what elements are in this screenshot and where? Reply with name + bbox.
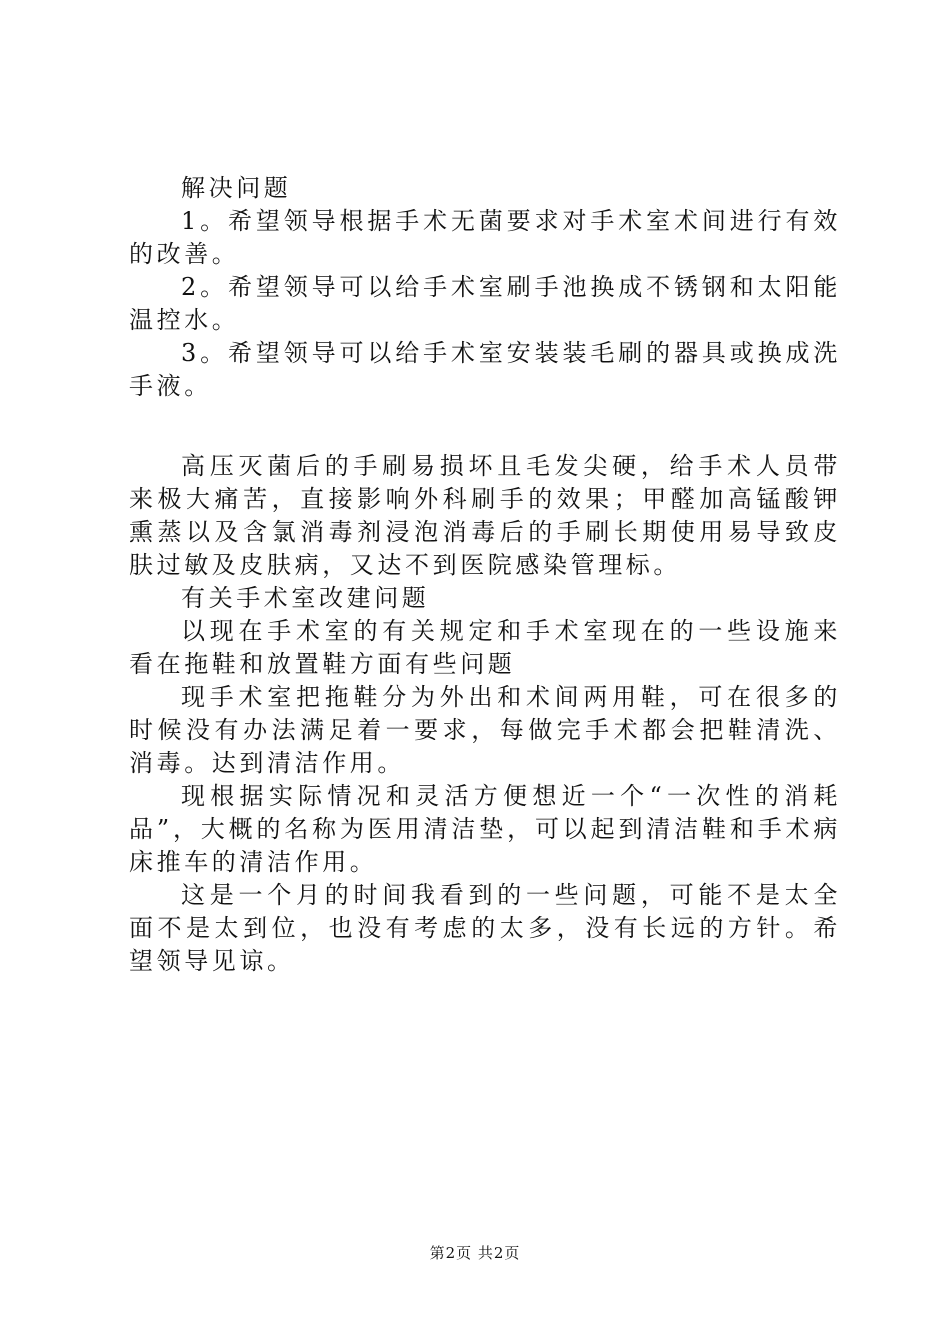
page-footer: 第2页 共2页	[429, 1244, 521, 1262]
body-paragraph-cleaning-mat: 现根据实际情况和灵活方便想近一个“一次性的消耗品”，大概的名称为医用清洁垫，可以起到清洁鞋和手术病床推车的清洁作用。	[129, 782, 841, 876]
paragraph-gap	[129, 403, 841, 450]
body-paragraph-slippers-issue: 以现在手术室的有关规定和手术室现在的一些设施来看在拖鞋和放置鞋方面有些问题	[129, 617, 841, 678]
document-body	[129, 172, 841, 978]
body-paragraph-slippers-current: 现手术室把拖鞋分为外出和术间两用鞋，可在很多的时候没有办法满足着一要求，每做完手术都会把鞋清洗、消毒。达到清洁作用。	[129, 683, 841, 777]
list-item-2: 2。希望领导可以给手术室刷手池换成不锈钢和太阳能温控水。	[129, 273, 841, 334]
list-item-1: 1。希望领导根据手术无菌要求对手术室术间进行有效的改善。	[129, 207, 841, 268]
section-heading-renovation: 有关手术室改建问题	[181, 584, 430, 612]
section-heading-solutions: 解决问题	[181, 174, 292, 202]
list-item-3: 3。希望领导可以给手术室安装装毛刷的器具或换成洗手液。	[129, 339, 841, 400]
body-paragraph-closing: 这是一个月的时间我看到的一些问题，可能不是太全面不是太到位，也没有考虑的太多，没有长远的方针。希望领导见谅。	[129, 881, 841, 975]
body-paragraph-hand-brush: 高压灭菌后的手刷易损坏且毛发尖硬，给手术人员带来极大痛苦，直接影响外科刷手的效果；甲醛加高锰酸钾熏蒸以及含氯消毒剂浸泡消毒后的手刷长期使用易导致皮肤过敏及皮肤病，又达不到医院感染管理标。	[129, 452, 841, 579]
